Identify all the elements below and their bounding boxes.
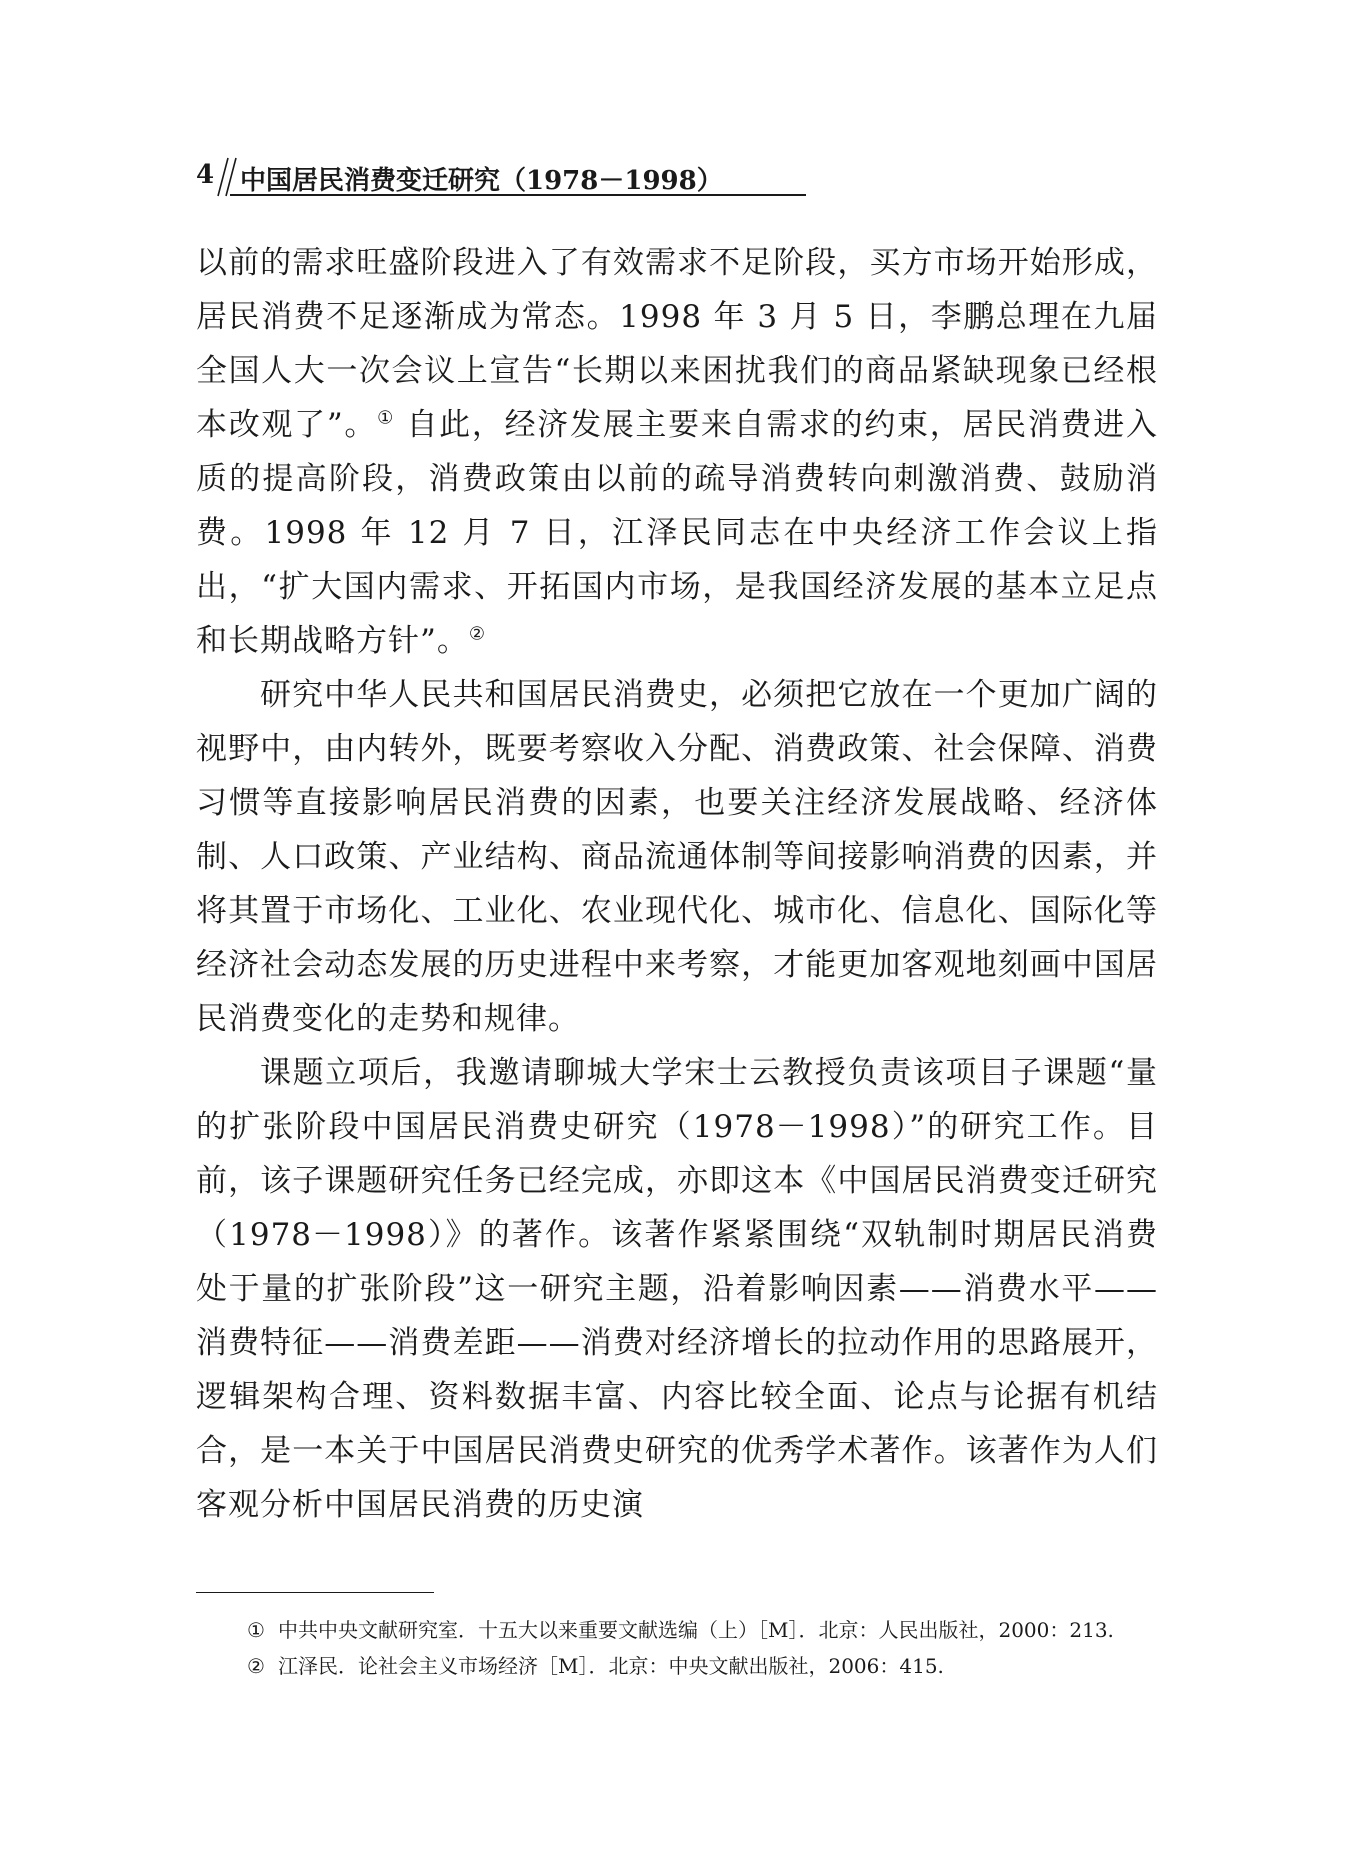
body-text bbox=[196, 236, 1158, 1532]
footnote-2 bbox=[196, 1648, 1158, 1684]
paragraph-1-part-2: 自此，经济发展主要来自需求的约束，居民消费进入质的提高阶段，消费政策由以前的疏导消费转向刺激消费、鼓励消费。1998 年 12 月 7 日，江泽民同志在中央经济工作会议上指出，“扩大国内需求、开拓国内市场，是我国经济发展的基本立足点和长期战略方针”。 bbox=[196, 407, 1158, 659]
footnote-2-mark: ② bbox=[247, 1654, 265, 1678]
paragraph-2: 研究中华人民共和国居民消费史，必须把它放在一个更加广阔的视野中，由内转外，既要考察收入分配、消费政策、社会保障、消费习惯等直接影响居民消费的因素，也要关注经济发展战略、经济体制、人口政策、产业结构、商品流通体制等间接影响消费的因素，并将其置于市场化、工业化、农业现代化、城市化、信息化、国际化等经济社会动态发展的历史进程中来考察，才能更加客观地刻画中国居民消费变化的走势和规律。 bbox=[196, 677, 1158, 1037]
footnote-ref-2: ② bbox=[468, 623, 486, 645]
footnote-1-text: 中共中央文献研究室．十五大以来重要文献选编（上）［M］．北京：人民出版社，2000：213. bbox=[278, 1618, 1114, 1642]
footnotes bbox=[196, 1612, 1158, 1684]
running-header bbox=[196, 156, 723, 198]
running-title: 中国居民消费变迁研究（1978－1998） bbox=[240, 166, 723, 196]
footnote-2-text: 江泽民．论社会主义市场经济［M］．北京：中央文献出版社，2006：415. bbox=[278, 1654, 944, 1678]
header-rule bbox=[230, 194, 806, 196]
footnote-1 bbox=[196, 1612, 1158, 1648]
footnote-ref-1: ① bbox=[377, 407, 395, 429]
page-number: 4 bbox=[196, 160, 215, 190]
footnote-separator bbox=[196, 1592, 434, 1593]
double-slash-divider-icon bbox=[216, 156, 238, 198]
paragraph-1-part-1: 以前的需求旺盛阶段进入了有效需求不足阶段，买方市场开始形成，居民消费不足逐渐成为常态。1998 年 3 月 5 日，李鹏总理在九届全国人大一次会议上宣告“长期以来困扰我们的商品紧缺现象已经根本改观了”。 bbox=[196, 245, 1158, 443]
paragraph-1 bbox=[196, 236, 1158, 668]
paragraph-3: 课题立项后，我邀请聊城大学宋士云教授负责该项目子课题“量的扩张阶段中国居民消费史研究（1978－1998）”的研究工作。目前，该子课题研究任务已经完成，亦即这本《中国居民消费变迁研究（1978－1998）》的著作。该著作紧紧围绕“双轨制时期居民消费处于量的扩张阶段”这一研究主题，沿着影响因素——消费水平——消费特征——消费差距——消费对经济增长的拉动作用的思路展开，逻辑架构合理、资料数据丰富、内容比较全面、论点与论据有机结合，是一本关于中国居民消费史研究的优秀学术著作。该著作为人们客观分析中国居民消费的历史演 bbox=[196, 1055, 1158, 1523]
footnote-1-mark: ① bbox=[247, 1618, 265, 1642]
